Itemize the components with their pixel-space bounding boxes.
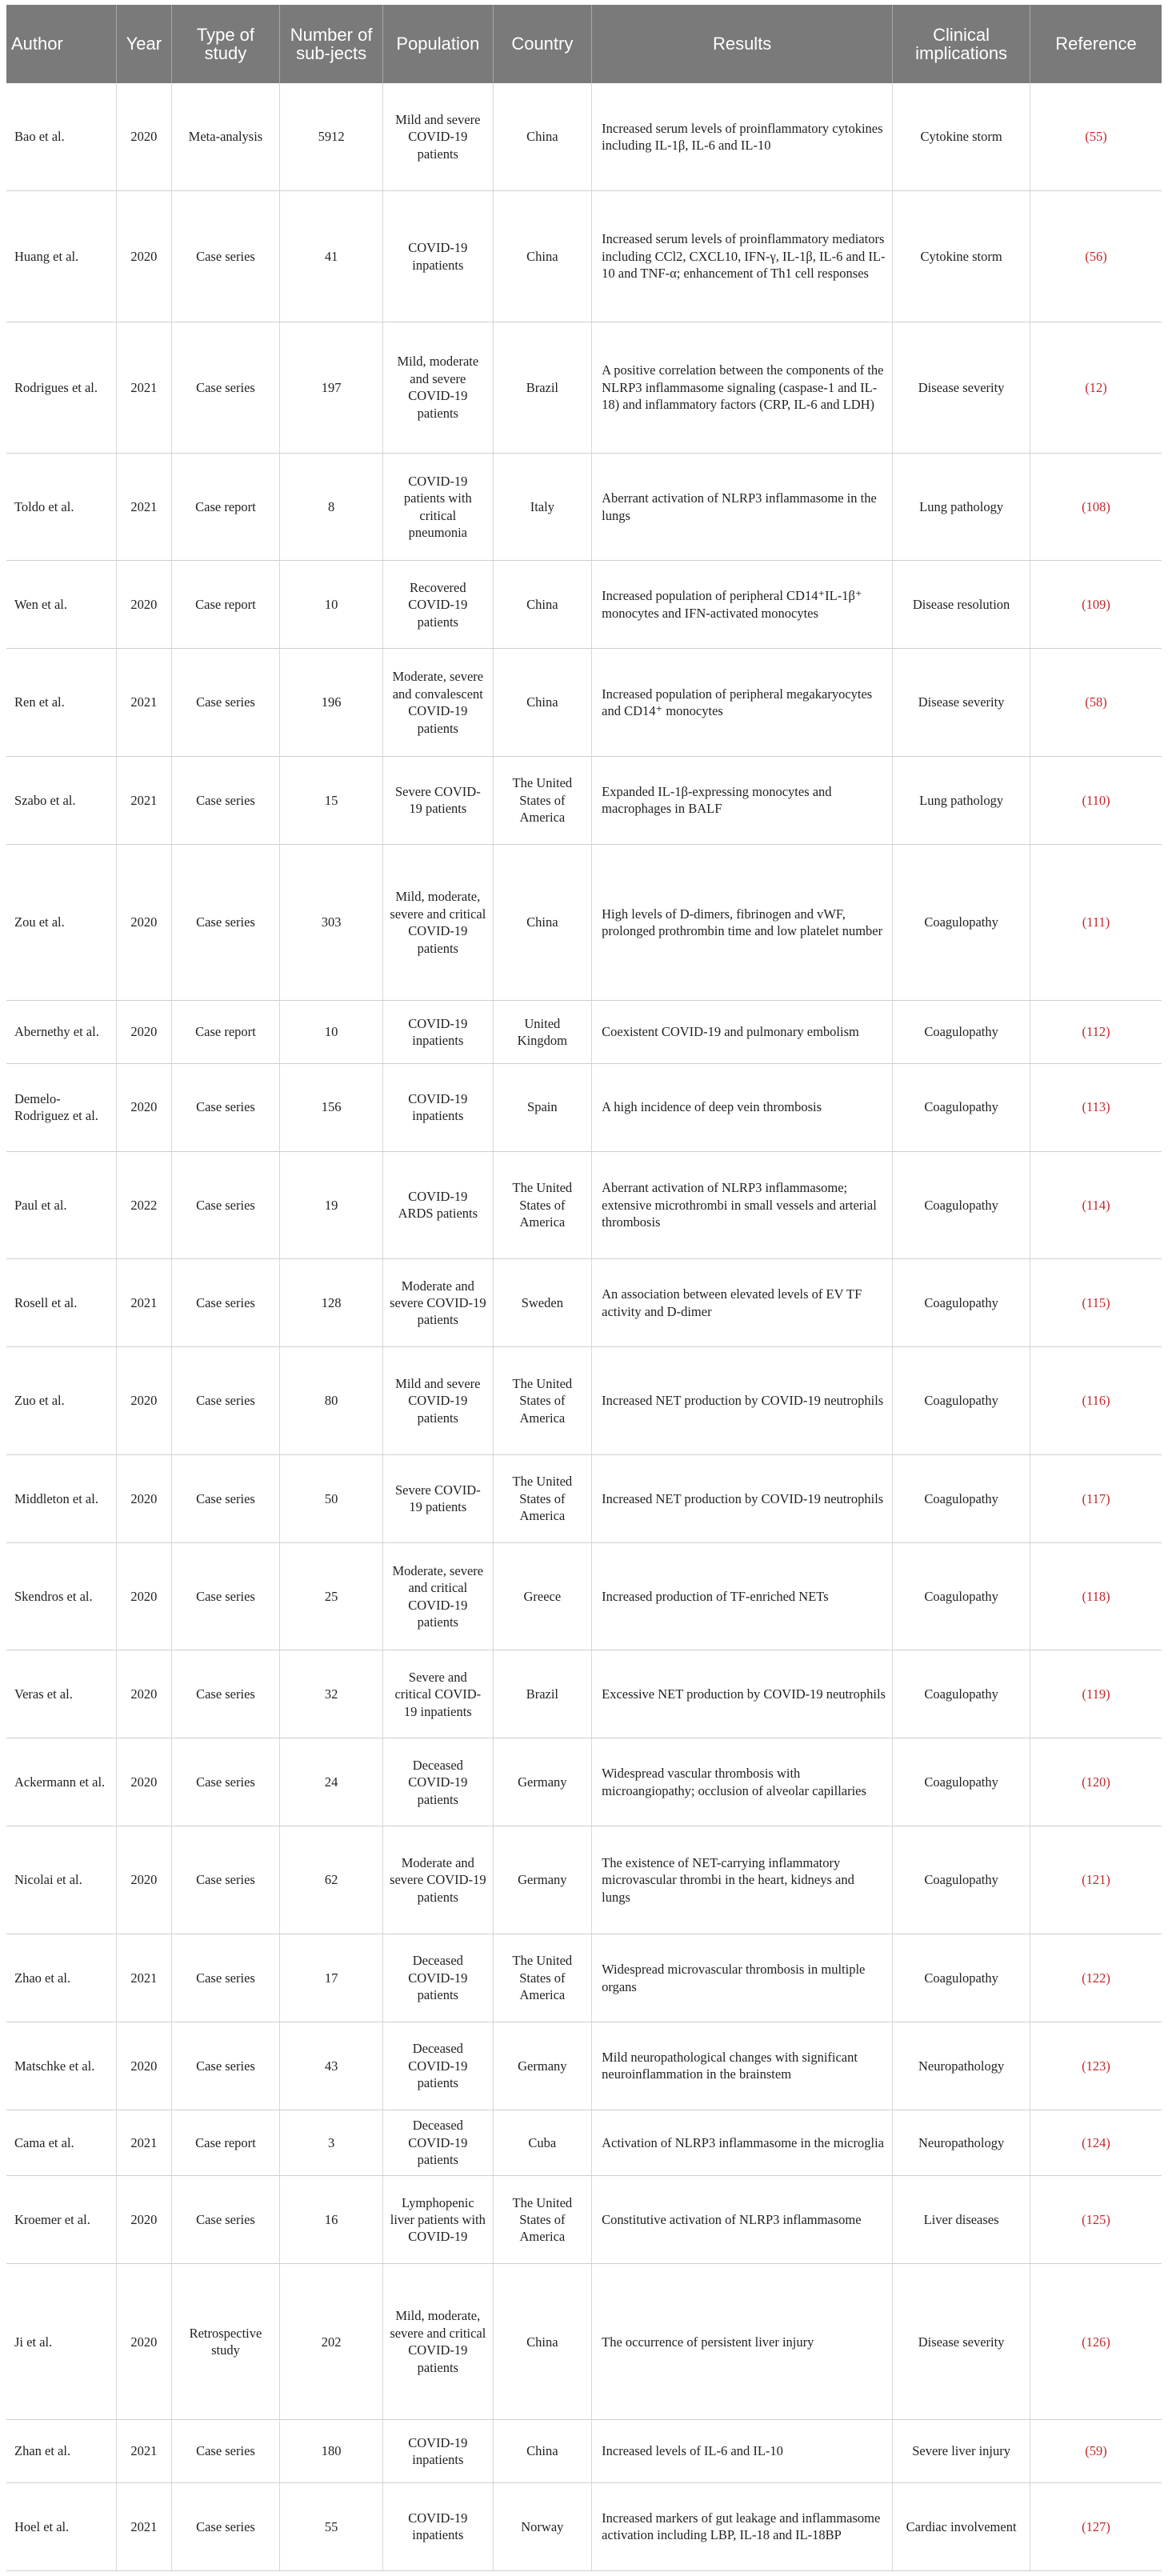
clinical-implication: Coagulopathy: [893, 1151, 1030, 1259]
year: 2021: [117, 1934, 172, 2022]
study-type: Case series: [171, 2482, 279, 2570]
header-year: Year: [117, 5, 172, 83]
study-type: Case series: [171, 1454, 279, 1542]
year: 2020: [117, 2264, 172, 2420]
year: 2020: [117, 2176, 172, 2264]
study-type: Case series: [171, 1151, 279, 1259]
clinical-implication: Cytokine storm: [893, 83, 1030, 191]
year: 2020: [117, 1826, 172, 1934]
results: Activation of NLRP3 inflammasome in the microglia: [592, 2110, 893, 2175]
country: China: [493, 191, 592, 322]
results: Increased levels of IL-6 and IL-10: [592, 2420, 893, 2483]
population: COVID-19 inpatients: [383, 2420, 494, 2483]
clinical-implication: Coagulopathy: [893, 1934, 1030, 2022]
table-row: [6, 1259, 1162, 1347]
table-row: [6, 2420, 1162, 2483]
year: 2020: [117, 844, 172, 1000]
country: Spain: [493, 1063, 592, 1151]
subjects-count: 10: [280, 561, 383, 649]
subjects-count: 128: [280, 1259, 383, 1347]
year: 2020: [117, 1454, 172, 1542]
clinical-implication: Coagulopathy: [893, 1259, 1030, 1347]
author: Wen et al.: [6, 561, 117, 649]
reference-link[interactable]: (108): [1030, 453, 1162, 561]
study-type: Case series: [171, 2420, 279, 2483]
subjects-count: 202: [280, 2264, 383, 2420]
author: Zou et al.: [6, 844, 117, 1000]
country: Brazil: [493, 322, 592, 453]
year: 2020: [117, 191, 172, 322]
table-row: [6, 757, 1162, 845]
author: Rodrigues et al.: [6, 322, 117, 453]
country: China: [493, 844, 592, 1000]
results: Aberrant activation of NLRP3 inflammasome; extensive microthrombi in small vessels and arterial thrombosis: [592, 1151, 893, 1259]
results: Expanded IL-1β-expressing monocytes and macrophages in BALF: [592, 757, 893, 845]
table-row: [6, 2110, 1162, 2175]
year: 2020: [117, 1063, 172, 1151]
reference-link[interactable]: (124): [1030, 2110, 1162, 2175]
table-row: [6, 1650, 1162, 1738]
reference-link[interactable]: (112): [1030, 1001, 1162, 1064]
results: Increased NET production by COVID-19 neutrophils: [592, 1347, 893, 1455]
author: Toldo et al.: [6, 453, 117, 561]
subjects-count: 32: [280, 1650, 383, 1738]
population: Moderate and severe COVID-19 patients: [383, 1259, 494, 1347]
results: Increased serum levels of proinflammatory cytokines including IL-1β, IL-6 and IL-10: [592, 83, 893, 191]
study-type: Case series: [171, 1542, 279, 1650]
population: COVID-19 inpatients: [383, 2482, 494, 2570]
header-row: [6, 5, 1162, 83]
table-row: [6, 2482, 1162, 2570]
author: Ren et al.: [6, 649, 117, 757]
reference-link[interactable]: (118): [1030, 1542, 1162, 1650]
table-row: [6, 2264, 1162, 2420]
table-row: [6, 561, 1162, 649]
reference-link[interactable]: (109): [1030, 561, 1162, 649]
clinical-implication: Neuropathology: [893, 2110, 1030, 2175]
clinical-implication: Lung pathology: [893, 453, 1030, 561]
study-type: Case series: [171, 1347, 279, 1455]
study-type: Case report: [171, 453, 279, 561]
study-type: Meta-analysis: [171, 83, 279, 191]
year: 2020: [117, 83, 172, 191]
year: 2020: [117, 1738, 172, 1826]
country: The United States of America: [493, 757, 592, 845]
year: 2021: [117, 2110, 172, 2175]
country: China: [493, 83, 592, 191]
population: Deceased COVID-19 patients: [383, 1934, 494, 2022]
header-results: Results: [592, 5, 893, 83]
study-type: Case series: [171, 1738, 279, 1826]
author: Bao et al.: [6, 83, 117, 191]
country: Norway: [493, 2482, 592, 2570]
clinical-implication: Coagulopathy: [893, 1347, 1030, 1455]
subjects-count: 17: [280, 1934, 383, 2022]
population: COVID-19 inpatients: [383, 1063, 494, 1151]
reference-link[interactable]: (126): [1030, 2264, 1162, 2420]
results: High levels of D-dimers, fibrinogen and vWF, prolonged prothrombin time and low platelet number: [592, 844, 893, 1000]
population: Severe COVID-19 patients: [383, 757, 494, 845]
author: Cama et al.: [6, 2110, 117, 2175]
table-row: [6, 1347, 1162, 1455]
clinical-implication: Disease severity: [893, 2264, 1030, 2420]
subjects-count: 16: [280, 2176, 383, 2264]
header-reference: Reference: [1030, 5, 1162, 83]
country: China: [493, 2420, 592, 2483]
results: Widespread microvascular thrombosis in multiple organs: [592, 1934, 893, 2022]
subjects-count: 50: [280, 1454, 383, 1542]
year: 2020: [117, 1650, 172, 1738]
year: 2022: [117, 1151, 172, 1259]
country: Sweden: [493, 1259, 592, 1347]
clinical-implication: Cytokine storm: [893, 191, 1030, 322]
country: China: [493, 649, 592, 757]
reference-link[interactable]: (127): [1030, 2482, 1162, 2570]
population: Mild and severe COVID-19 patients: [383, 83, 494, 191]
study-type: Case series: [171, 322, 279, 453]
year: 2021: [117, 2482, 172, 2570]
author: Nicolai et al.: [6, 1826, 117, 1934]
country: China: [493, 561, 592, 649]
country: Germany: [493, 2022, 592, 2110]
subjects-count: 10: [280, 1001, 383, 1064]
clinical-implication: Coagulopathy: [893, 1650, 1030, 1738]
table-row: [6, 2022, 1162, 2110]
results: Mild neuropathological changes with significant neuroinflammation in the brainstem: [592, 2022, 893, 2110]
results: Increased population of peripheral megakaryocytes and CD14⁺ monocytes: [592, 649, 893, 757]
reference-link[interactable]: (110): [1030, 757, 1162, 845]
author: Ji et al.: [6, 2264, 117, 2420]
study-type: Case series: [171, 649, 279, 757]
subjects-count: 5912: [280, 83, 383, 191]
clinical-implication: Liver diseases: [893, 2176, 1030, 2264]
subjects-count: 55: [280, 2482, 383, 2570]
study-type: Retrospective study: [171, 2264, 279, 2420]
population: Severe COVID-19 patients: [383, 1454, 494, 1542]
reference-link[interactable]: (122): [1030, 1934, 1162, 2022]
results: Increased NET production by COVID-19 neutrophils: [592, 1454, 893, 1542]
author: Veras et al.: [6, 1650, 117, 1738]
table-row: [6, 2176, 1162, 2264]
study-type: Case series: [171, 757, 279, 845]
population: Deceased COVID-19 patients: [383, 1738, 494, 1826]
subjects-count: 41: [280, 191, 383, 322]
year: 2021: [117, 1259, 172, 1347]
study-type: Case series: [171, 2176, 279, 2264]
reference-link[interactable]: (115): [1030, 1259, 1162, 1347]
study-type: Case series: [171, 1826, 279, 1934]
country: China: [493, 2264, 592, 2420]
clinical-implication: Coagulopathy: [893, 844, 1030, 1000]
population: Severe and critical COVID-19 inpatients: [383, 1650, 494, 1738]
author: Demelo-Rodriguez et al.: [6, 1063, 117, 1151]
reference-link[interactable]: (120): [1030, 1738, 1162, 1826]
reference-link[interactable]: (125): [1030, 2176, 1162, 2264]
clinical-implication: Severe liver injury: [893, 2420, 1030, 2483]
study-type: Case series: [171, 1259, 279, 1347]
population: Mild, moderate and severe COVID-19 patients: [383, 322, 494, 453]
reference-link[interactable]: (12): [1030, 322, 1162, 453]
study-type: Case report: [171, 561, 279, 649]
table-row: [6, 649, 1162, 757]
study-type: Case series: [171, 2022, 279, 2110]
clinical-implication: Coagulopathy: [893, 1826, 1030, 1934]
subjects-count: 24: [280, 1738, 383, 1826]
results: Aberrant activation of NLRP3 inflammasome in the lungs: [592, 453, 893, 561]
clinical-implication: Disease resolution: [893, 561, 1030, 649]
year: 2021: [117, 757, 172, 845]
table-row: [6, 1001, 1162, 1064]
reference-link[interactable]: (111): [1030, 844, 1162, 1000]
reference-link[interactable]: (119): [1030, 1650, 1162, 1738]
results: A positive correlation between the components of the NLRP3 inflammasome signaling (caspase-1 and IL-18) and inflammatory factors (CRP, IL-6 and LDH): [592, 322, 893, 453]
reference-link[interactable]: (55): [1030, 83, 1162, 191]
population: Moderate and severe COVID-19 patients: [383, 1826, 494, 1934]
clinical-implication: Cardiac involvement: [893, 2482, 1030, 2570]
author: Zhao et al.: [6, 1934, 117, 2022]
header-type-of-study: Type of study: [171, 5, 279, 83]
subjects-count: 15: [280, 757, 383, 845]
author: Zhan et al.: [6, 2420, 117, 2483]
subjects-count: 25: [280, 1542, 383, 1650]
clinical-implication: Coagulopathy: [893, 1738, 1030, 1826]
population: Deceased COVID-19 patients: [383, 2110, 494, 2175]
results: Coexistent COVID-19 and pulmonary embolism: [592, 1001, 893, 1064]
reference-link[interactable]: (117): [1030, 1454, 1162, 1542]
table-row: [6, 1826, 1162, 1934]
results: Increased serum levels of proinflammatory mediators including CCl2, CXCL10, IFN-γ, IL-1β, IL-6 and IL-10 and TNF-α; enhancement of Th1 cell responses: [592, 191, 893, 322]
subjects-count: 303: [280, 844, 383, 1000]
author: Hoel et al.: [6, 2482, 117, 2570]
year: 2021: [117, 453, 172, 561]
country: Cuba: [493, 2110, 592, 2175]
country: Germany: [493, 1826, 592, 1934]
table-row: [6, 1063, 1162, 1151]
subjects-count: 180: [280, 2420, 383, 2483]
studies-table: [6, 5, 1162, 2571]
results: A high incidence of deep vein thrombosis: [592, 1063, 893, 1151]
table-row: [6, 83, 1162, 191]
subjects-count: 19: [280, 1151, 383, 1259]
study-type: Case report: [171, 2110, 279, 2175]
study-type: Case series: [171, 1063, 279, 1151]
population: COVID-19 inpatients: [383, 191, 494, 322]
author: Huang et al.: [6, 191, 117, 322]
subjects-count: 8: [280, 453, 383, 561]
author: Abernethy et al.: [6, 1001, 117, 1064]
table-row: [6, 1542, 1162, 1650]
population: Mild, moderate, severe and critical COVID-19 patients: [383, 2264, 494, 2420]
results: Constitutive activation of NLRP3 inflammasome: [592, 2176, 893, 2264]
subjects-count: 197: [280, 322, 383, 453]
clinical-implication: Coagulopathy: [893, 1454, 1030, 1542]
author: Matschke et al.: [6, 2022, 117, 2110]
subjects-count: 80: [280, 1347, 383, 1455]
subjects-count: 43: [280, 2022, 383, 2110]
reference-link[interactable]: (58): [1030, 649, 1162, 757]
reference-link[interactable]: (56): [1030, 191, 1162, 322]
results: Increased population of peripheral CD14⁺IL-1β⁺ monocytes and IFN-activated monocytes: [592, 561, 893, 649]
country: Greece: [493, 1542, 592, 1650]
study-type: Case series: [171, 1934, 279, 2022]
results: Increased markers of gut leakage and inflammasome activation including LBP, IL-18 and IL-18BP: [592, 2482, 893, 2570]
results: Widespread vascular thrombosis with microangiopathy; occlusion of alveolar capillaries: [592, 1738, 893, 1826]
table-row: [6, 322, 1162, 453]
author: Skendros et al.: [6, 1542, 117, 1650]
results: Excessive NET production by COVID-19 neutrophils: [592, 1650, 893, 1738]
study-type: Case series: [171, 844, 279, 1000]
reference-link[interactable]: (114): [1030, 1151, 1162, 1259]
country: The United States of America: [493, 2176, 592, 2264]
year: 2020: [117, 1347, 172, 1455]
results: Increased production of TF-enriched NETs: [592, 1542, 893, 1650]
table-row: [6, 1934, 1162, 2022]
header-clinical-implications: Clinical implications: [893, 5, 1030, 83]
clinical-implication: Neuropathology: [893, 2022, 1030, 2110]
subjects-count: 3: [280, 2110, 383, 2175]
country: The United States of America: [493, 1347, 592, 1455]
clinical-implication: Coagulopathy: [893, 1063, 1030, 1151]
author: Kroemer et al.: [6, 2176, 117, 2264]
study-type: Case report: [171, 1001, 279, 1064]
author: Szabo et al.: [6, 757, 117, 845]
population: Moderate, severe and critical COVID-19 patients: [383, 1542, 494, 1650]
population: Lymphopenic liver patients with COVID-19: [383, 2176, 494, 2264]
author: Middleton et al.: [6, 1454, 117, 1542]
reference-link[interactable]: (116): [1030, 1347, 1162, 1455]
country: Italy: [493, 453, 592, 561]
table-row: [6, 191, 1162, 322]
author: Zuo et al.: [6, 1347, 117, 1455]
country: The United States of America: [493, 1934, 592, 2022]
subjects-count: 196: [280, 649, 383, 757]
reference-link[interactable]: (59): [1030, 2420, 1162, 2483]
year: 2020: [117, 2022, 172, 2110]
year: 2020: [117, 1001, 172, 1064]
country: Germany: [493, 1738, 592, 1826]
year: 2020: [117, 1542, 172, 1650]
table-body: [6, 83, 1162, 2571]
year: 2020: [117, 561, 172, 649]
table-row: [6, 453, 1162, 561]
table-row: [6, 1454, 1162, 1542]
author: Paul et al.: [6, 1151, 117, 1259]
subjects-count: 156: [280, 1063, 383, 1151]
reference-link[interactable]: (113): [1030, 1063, 1162, 1151]
results: An association between elevated levels of EV TF activity and D-dimer: [592, 1259, 893, 1347]
clinical-implication: Lung pathology: [893, 757, 1030, 845]
population: COVID-19 inpatients: [383, 1001, 494, 1064]
population: Moderate, severe and convalescent COVID-19 patients: [383, 649, 494, 757]
table-row: [6, 844, 1162, 1000]
population: Mild, moderate, severe and critical COVID-19 patients: [383, 844, 494, 1000]
results: The existence of NET-carrying inflammatory microvascular thrombi in the heart, kidneys and lungs: [592, 1826, 893, 1934]
year: 2021: [117, 322, 172, 453]
results: The occurrence of persistent liver injury: [592, 2264, 893, 2420]
reference-link[interactable]: (123): [1030, 2022, 1162, 2110]
reference-link[interactable]: (121): [1030, 1826, 1162, 1934]
country: The United States of America: [493, 1454, 592, 1542]
clinical-implication: Coagulopathy: [893, 1542, 1030, 1650]
population: Recovered COVID-19 patients: [383, 561, 494, 649]
study-type: Case series: [171, 1650, 279, 1738]
header-author: Author: [6, 5, 117, 83]
population: COVID-19 ARDS patients: [383, 1151, 494, 1259]
author: Rosell et al.: [6, 1259, 117, 1347]
year: 2021: [117, 649, 172, 757]
table-row: [6, 1738, 1162, 1826]
table-row: [6, 1151, 1162, 1259]
country: The United States of America: [493, 1151, 592, 1259]
author: Ackermann et al.: [6, 1738, 117, 1826]
clinical-implication: Disease severity: [893, 649, 1030, 757]
country: United Kingdom: [493, 1001, 592, 1064]
header-country: Country: [493, 5, 592, 83]
header-population: Population: [383, 5, 494, 83]
country: Brazil: [493, 1650, 592, 1738]
header-number-of-subjects: Number of sub-jects: [280, 5, 383, 83]
year: 2021: [117, 2420, 172, 2483]
clinical-implication: Coagulopathy: [893, 1001, 1030, 1064]
population: Deceased COVID-19 patients: [383, 2022, 494, 2110]
population: Mild and severe COVID-19 patients: [383, 1347, 494, 1455]
study-type: Case series: [171, 191, 279, 322]
subjects-count: 62: [280, 1826, 383, 1934]
clinical-implication: Disease severity: [893, 322, 1030, 453]
population: COVID-19 patients with critical pneumonia: [383, 453, 494, 561]
